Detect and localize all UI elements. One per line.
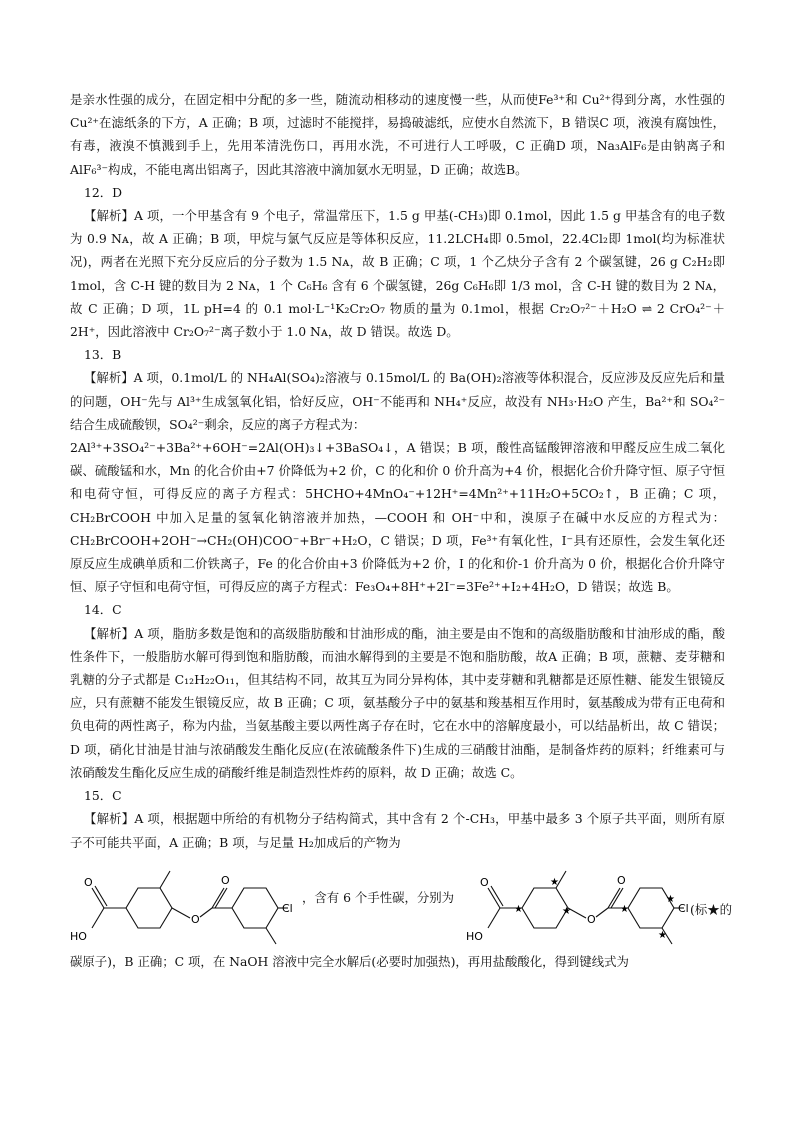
oxygen-label: O	[480, 875, 489, 889]
structure-original-compound	[70, 854, 300, 950]
ester-oxygen-label: O	[587, 912, 596, 926]
chiral-star-marker: ★	[658, 929, 667, 941]
analysis-12: 【解析】A 项，一个甲基含有 9 个电子，常温常压下，1.5 g 甲基(-CH₃)即 0.1mol，因此 1.5 g 甲基含有的电子数为 0.9 Nᴀ，故 A 正确；B 项，甲烷与氯气反应是等体积反应，11.2LCH₄即 0.5mol，22.4Cl₂即 1mol(均为标准状况)，两者在光照下充分反应后的分子数为 1.5 Nᴀ，故 B 正确；C 项，1 个乙炔分子含有 2 个碳氢键，26 g C₂H₂即 1mol，含 C-H 键的数目为 2 Nᴀ，1 个 C₆H₆ 含有 6 个碳氢键，26g C₆H₆即 1/3 mol，含 C-H 键的数目为 2 Nᴀ，故 C 正确；D 项，1L pH=4 的 0.1 mol·L⁻¹K₂Cr₂O₇ 物质的量为 0.1mol，根据 Cr₂O₇²⁻＋H₂O ⇌ 2 CrO₄²⁻＋2H⁺，因此溶液中 Cr₂O₇²⁻离子数小于 1.0 Nᴀ，故 D 错误。故选 D。	[70, 208, 725, 340]
chiral-star-marker: ★	[562, 905, 571, 917]
answer-15: 15．C	[84, 788, 122, 804]
analysis-14: 【解析】A 项，脂肪多数是饱和的高级脂肪酸和甘油形成的酯，油主要是由不饱和的高级脂肪酸和甘油形成的酯，酸性条件下，一般脂肪水解可得到饱和脂肪酸，而油水解得到的主要是不饱和脂肪酸，故A 正确；B 项，蔗糖、麦芽糖和乳糖的分子式都是 C₁₂H₂₂O₁₁，但其结构不同，故其互为同分异构体，其中麦芽糖和乳糖都是还原性糖、能发生银镜反应，只有蔗糖不能发生银镜反应，故 B 正确；C 项，氨基酸分子中的氨基和羧基相互作用时，氨基酸成为带有正电荷和负电荷的两性离子，称为内盐，当氨基酸主要以两性离子存在时，它在水中的溶解度最小，可以结晶析出，故 C 错误；D 项，硝化甘油是甘油与浓硝酸发生酯化反应(在浓硫酸条件下)生成的三硝酸甘油酯，是制备炸药的原料；纤维素可与浓硝酸发生酯化反应生成的硝酸纤维是制造烈性炸药的原料，故 D 正确；故选 C。	[70, 625, 725, 780]
analysis-13-part2: 2Al³⁺+3SO₄²⁻+3Ba²⁺+6OH⁻=2Al(OH)₃↓+3BaSO₄↓，A 错误；B 项，酸性高锰酸钾溶液和甲醛反应生成二氧化碳、硫酸锰和水，Mn 的化合价由+7 价降低为+2 价，C 的化和价 0 价升高为+4 价，根据化合价升降守恒、原子守恒和电荷守恒，可得反应的离子方程式：5HCHO+4MnO₄⁻+12H⁺=4Mn²⁺+11H₂O+5CO₂↑，B 正确；C 项，CH₂BrCOOH 中加入足量的氢氧化钠溶液并加热，—COOH 和 OH⁻中和，溴原子在碱中水反应的方程式为：CH₂BrCOOH+2OH⁻→CH₂(OH)COO⁻+Br⁻+H₂O，C 错误；D 项，Fe³⁺有氧化性，I⁻具有还原性，会发生氧化还原反应生成碘单质和二价铁离子，Fe 的化合价由+3 价降低为+2 价，I 的化和价-1 价升高为 0 价，根据化合价升降守恒、原子守恒和电荷守恒，可得反应的离子方程式：Fe₃O₄+8H⁺+2I⁻=3Fe²⁺+I₂+4H₂O，D 错误；故选 B。	[70, 440, 725, 595]
structure-tail-text: (标★的	[690, 901, 733, 917]
chiral-star-marker: ★	[514, 903, 523, 915]
analysis-13-part1: 【解析】A 项，0.1mol/L 的 NH₄Al(SO₄)₂溶液与 0.15mol/L 的 Ba(OH)₂溶液等体积混合，反应涉及反应先后和量的问题，OH⁻先与 Al³⁺生成氢氧化铝，恰好反应，OH⁻不能再和 NH₄⁺反应，故没有 NH₃·H₂O 产生，Ba²⁺和 SO₄²⁻结合生成硫酸钡，SO₄²⁻剩余，反应的离子方程式为：	[70, 370, 725, 432]
carbonyl-oxygen-label: O	[221, 873, 230, 887]
answer-14: 14．C	[84, 602, 122, 618]
carbonyl-oxygen-label: O	[617, 873, 626, 887]
analysis-15: 【解析】A 项，根据题中所给的有机物分子结构简式，其中含有 2 个-CH₃，甲基中最多 3 个原子共平面，则所有原子不可能共平面，A 正确；B 项，与足量 H₂加成后的产物为	[70, 811, 725, 850]
answer-13: 13．B	[84, 347, 122, 363]
answer-12: 12．D	[84, 184, 123, 200]
chiral-star-marker: ★	[666, 893, 675, 905]
structure-mid-text: ，含有 6 个手性碳，分别为	[302, 889, 455, 905]
hydroxyl-label: HO	[466, 929, 483, 943]
chiral-star-marker: ★	[620, 903, 629, 915]
chlorine-label: Cl	[678, 901, 689, 915]
oxygen-label: O	[84, 875, 93, 889]
structure-figure-row	[70, 854, 733, 950]
document-page	[70, 88, 733, 973]
structure-hydrogenated-product	[466, 854, 696, 950]
hydroxyl-label: HO	[70, 929, 87, 943]
chiral-star-marker: ★	[550, 876, 559, 888]
closing-paragraph: 碳原子)，B 正确；C 项，在 NaOH 溶液中完全水解后(必要时加强热)，再用盐酸酸化，得到键线式为	[70, 953, 629, 969]
chlorine-label: Cl	[282, 901, 293, 915]
ester-oxygen-label: O	[191, 912, 200, 926]
paragraph-continuation: 是亲水性强的成分，在固定相中分配的多一些，随流动相移动的速度慢一些，从而使Fe³⁺和 Cu²⁺得到分离，水性强的Cu²⁺在滤纸条的下方，A 正确；B 项，过滤时不能搅拌，易捣破滤纸，应使水自然流下，B 错误C 项，液溴有腐蚀性，有毒，液溴不慎溅到手上，先用苯清洗伤口，再用水洗，不可进行人工呼吸，C 正确D 项，Na₃AlF₆是由钠离子和 AlF₆³⁻构成，不能电离出铝离子，因此其溶液中滴加氨水无明显，D 正确；故选B。	[70, 92, 725, 177]
